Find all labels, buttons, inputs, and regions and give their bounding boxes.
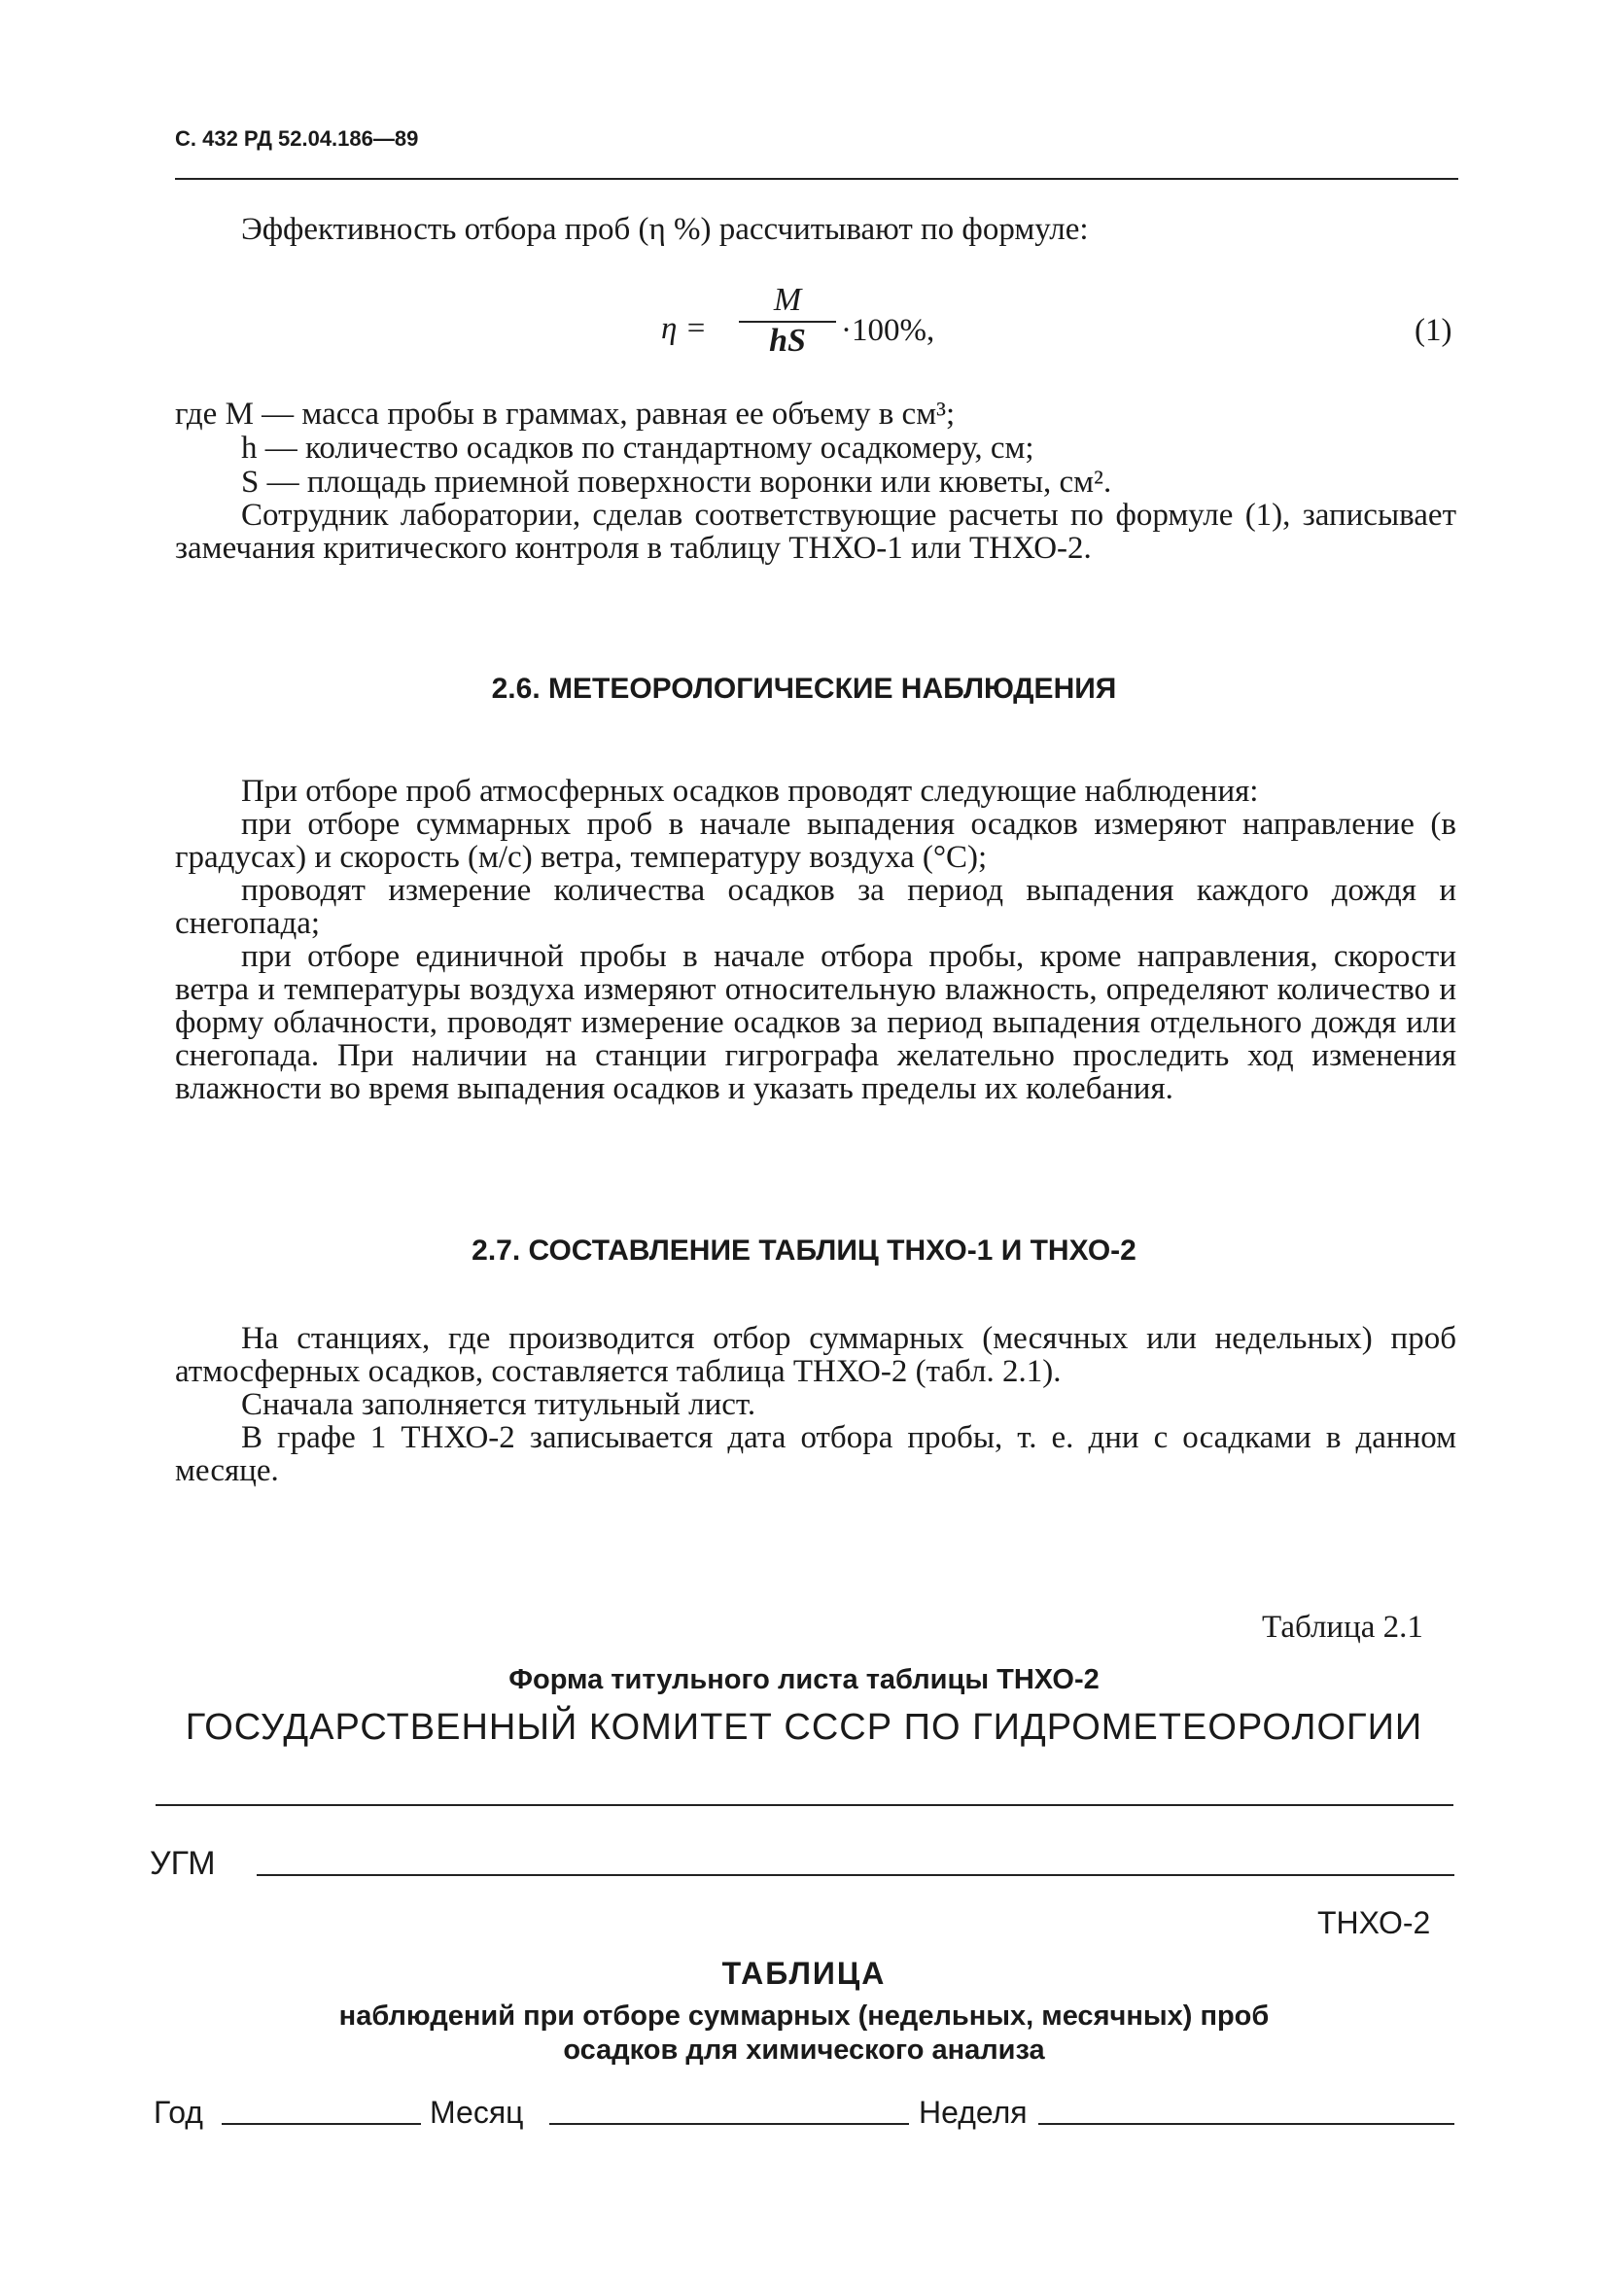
employee-text: Сотрудник лаборатории, сделав соответствующие расчеты по формуле (1), записывает замечания критического контроля в таблицу ТНХО-1 или ТНХО-2.	[175, 498, 1456, 566]
month-label: Месяц	[430, 2095, 524, 2130]
section-27-heading: 2.7. СОСТАВЛЕНИЕ ТАБЛИЦ ТНХО-1 И ТНХО-2	[472, 1235, 1136, 1267]
section-26-p4: при отборе единичной пробы в начале отбора пробы, кроме направления, скорости ветра и температуры воздуха измеряют относительную влажность, определяют количество и форму облачности, проводят измерение осадков за период выпадения отдельного дождя или снегопада. При наличии на станции гигрографа желательно проследить ход изменения влажности во время выпадения осадков и указать пределы их колебания.	[175, 939, 1456, 1106]
section-27-p1: На станциях, где производится отбор суммарных (месячных или недельных) проб атмосферных осадков, составляется таблица ТНХО-2 (табл. 2.1).	[175, 1321, 1456, 1389]
definition-s: S — площадь приемной поверхности воронки или кюветы, см².	[241, 465, 1112, 500]
definition-m: где M — масса пробы в граммах, равная ее объему в см³;	[175, 397, 956, 432]
table-label: Таблица 2.1	[1262, 1610, 1423, 1645]
committee-name: ГОСУДАРСТВЕННЫЙ КОМИТЕТ СССР ПО ГИДРОМЕТЕОРОЛОГИИ	[185, 1707, 1423, 1748]
formula-numerator: M	[773, 282, 802, 318]
section-26-body	[175, 775, 1456, 1105]
form-title: Форма титульного листа таблицы ТНХО-2	[508, 1664, 1100, 1695]
ugm-underline	[257, 1874, 1454, 1876]
formula-lhs: η =	[661, 311, 707, 346]
year-label: Год	[154, 2095, 203, 2130]
header-rule	[175, 178, 1458, 180]
month-underline	[549, 2123, 909, 2125]
table-subtitle-2: осадков для химического анализа	[563, 2035, 1045, 2066]
week-underline	[1038, 2123, 1454, 2125]
section-27-body	[175, 1322, 1456, 1487]
formula-intro: Эффективность отбора проб (η %) рассчитывают по формуле:	[241, 212, 1089, 247]
formula-denominator: hS	[769, 323, 806, 359]
section-27-p3: В графе 1 ТНХО-2 записывается дата отбора пробы, т. е. дни с осадками в данном месяце.	[175, 1420, 1456, 1488]
page-header: С. 432 РД 52.04.186—89	[175, 126, 419, 151]
section-26-p2: при отборе суммарных проб в начале выпадения осадков измеряют направление (в градусах) и скорость (м/с) ветра, температуру воздуха (°С);	[175, 807, 1456, 875]
section-26-heading: 2.6. МЕТЕОРОЛОГИЧЕСКИЕ НАБЛЮДЕНИЯ	[491, 673, 1117, 705]
table-subtitle-1: наблюдений при отборе суммарных (недельных, месячных) проб	[338, 2000, 1270, 2032]
section-27-p2: Сначала заполняется титульный лист.	[241, 1387, 756, 1422]
form-code: ТНХО-2	[1317, 1905, 1431, 1940]
employee-paragraph	[175, 499, 1456, 565]
week-label: Неделя	[919, 2095, 1028, 2130]
formula-rhs: ·100%,	[841, 313, 935, 348]
ugm-label: УГМ	[150, 1845, 216, 1882]
formula-number: (1)	[1415, 313, 1452, 348]
year-underline	[222, 2123, 421, 2125]
table-title: ТАБЛИЦА	[721, 1956, 887, 1991]
definition-h: h — количество осадков по стандартному осадкомеру, см;	[241, 431, 1034, 466]
section-26-p1: При отборе проб атмосферных осадков проводят следующие наблюдения:	[241, 774, 1259, 809]
section-26-p3: проводят измерение количества осадков за период выпадения каждого дождя и снегопада;	[175, 873, 1456, 941]
formula-fraction	[739, 282, 836, 360]
form-rule-top	[156, 1804, 1453, 1806]
